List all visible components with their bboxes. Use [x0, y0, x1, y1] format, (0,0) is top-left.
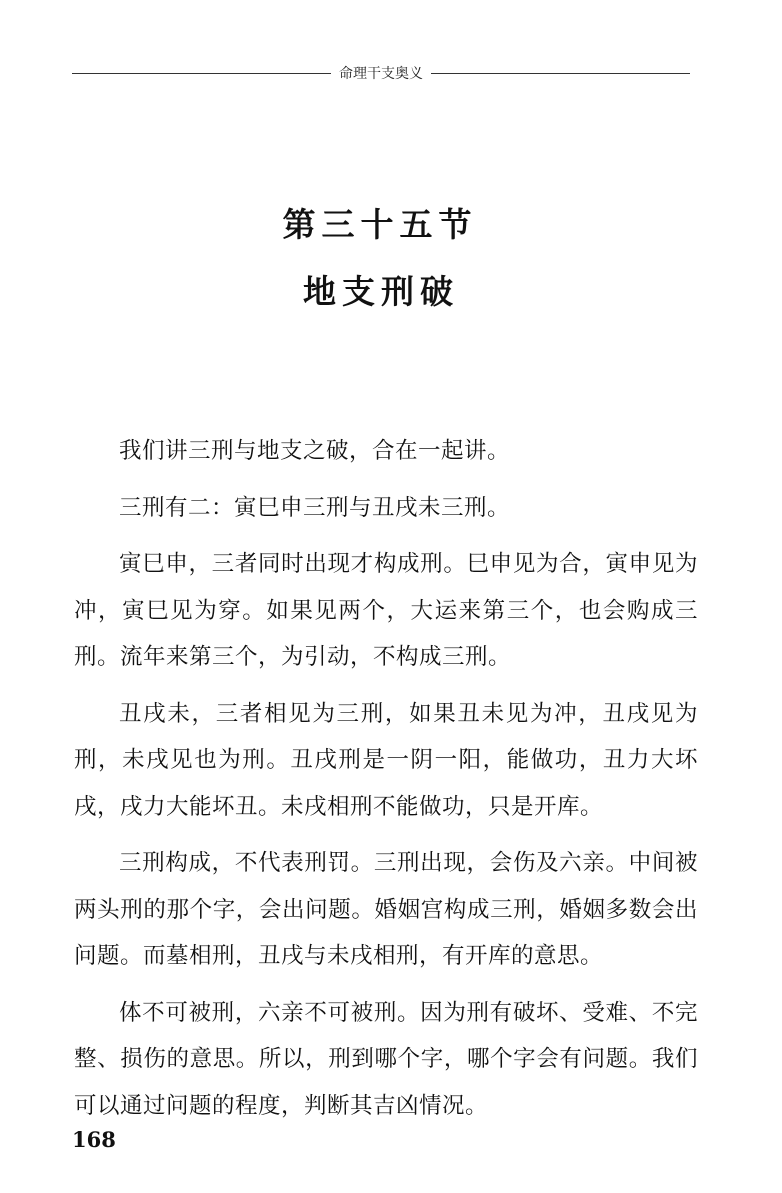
page-number: 168 [72, 1127, 116, 1152]
running-header [72, 62, 690, 84]
section-number: 第三十五节 [282, 205, 478, 244]
paragraph: 体不可被刑，六亲不可被刑。因为刑有破坏、受难、不完整、损伤的意思。所以，刑到哪个字，哪个字会有问题。我们可以通过问题的程度，判断其吉凶情况。 [74, 999, 698, 1119]
header-rule-right [431, 73, 690, 74]
paragraph: 三刑构成，不代表刑罚。三刑出现，会伤及六亲。中间被两头刑的那个字，会出问题。婚姻宫构成三刑，婚姻多数会出问题。而墓相刑，丑戌与未戌相刑，有开库的意思。 [74, 850, 698, 969]
section-title: 地支刑破 [303, 272, 459, 311]
paragraph: 寅巳申，三者同时出现才构成刑。巳申见为合，寅申见为冲，寅巳见为穿。如果见两个，大运来第三个，也会购成三刑。流年来第三个，为引动，不构成三刑。 [74, 551, 698, 670]
header-rule-left [72, 73, 331, 74]
body-text [74, 428, 698, 1139]
paragraph: 我们讲三刑与地支之破，合在一起讲。 [119, 438, 511, 464]
paragraph: 三刑有二：寅巳申三刑与丑戌未三刑。 [119, 494, 511, 521]
running-title: 命理干支奥义 [339, 66, 423, 82]
paragraph: 丑戌未，三者相见为三刑，如果丑未见为冲，丑戌见为刑，未戌见也为刑。丑戌刑是一阴一阳，能做功，丑力大坏戌，戌力大能坏丑。未戌相刑不能做功，只是开库。 [74, 700, 698, 820]
